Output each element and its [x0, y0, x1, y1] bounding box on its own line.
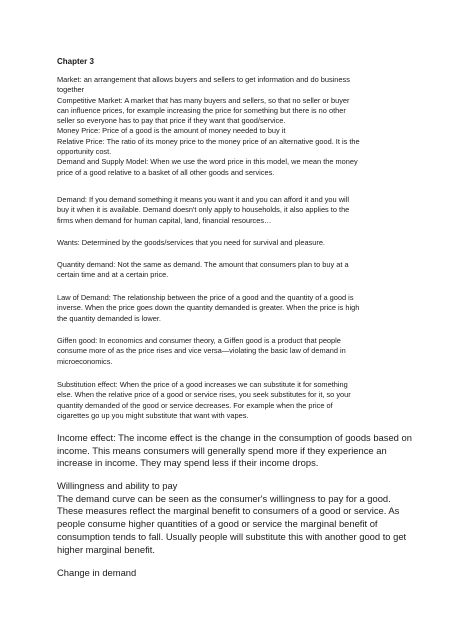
definitions-block — [57, 75, 422, 178]
paragraph-line: microeconomics. — [57, 356, 113, 366]
paragraph-line: quantity demanded of the good or service decreases. For example when the price of — [57, 400, 333, 410]
paragraph-line: The demand curve can be seen as the consumer's willingness to pay for a good. — [57, 492, 391, 504]
demand-supply-model-line: price of a good relative to a basket of all other goods and services. — [57, 167, 275, 177]
paragraph-line: Wants: Determined by the goods/services that you need for survival and pleasure. — [57, 238, 325, 247]
competitive-market-line: seller so everyone has to pay that price if they want that good/service. — [57, 116, 286, 126]
paragraph-line: inverse. When the price goes down the quantity demanded is greater. When the price is high — [57, 303, 360, 313]
paragraph-line: Demand: If you demand something it means you want it and you can afford it and you will — [57, 195, 349, 204]
paragraph-line: income. This means consumers will generally spend more if they experience an — [57, 444, 387, 456]
market-definition-line: Market: an arrangement that allows buyers and sellers to get information and do business — [57, 75, 350, 84]
paragraph-line: Willingness and ability to pay — [57, 480, 178, 491]
relative-price-line: Relative Price: The ratio of its money price to the money price of an alternative good. It is the — [57, 136, 360, 146]
money-price-line: Money Price: Price of a good is the amount of money needed to buy it — [57, 126, 286, 136]
paragraph-line: Substitution effect: When the price of a good increases we can substitute it for something — [57, 380, 348, 389]
competitive-market-line: can influence prices, for example increasing the price for something but there is no other — [57, 105, 346, 115]
willingness-paragraph — [57, 480, 427, 556]
paragraph-line: certain time and at a certain price. — [57, 270, 169, 280]
paragraph-line: higher marginal benefit. — [57, 543, 155, 555]
paragraph-line: the quantity demanded is lower. — [57, 313, 161, 323]
paragraph-line: Income effect: The income effect is the change in the consumption of goods based on — [57, 432, 412, 443]
paragraph-line: increase in income. They may spend less if their income drops. — [57, 457, 319, 469]
paragraph-line: people consume higher quantities of a good or service the marginal benefit of — [57, 518, 378, 530]
paragraph-line: These measures reflect the marginal benefit to consumers of a good or service. As — [57, 505, 400, 517]
chapter-heading: Chapter 3 — [57, 57, 94, 66]
paragraph-line: else. When the relative price of a good or service rises, you seek substitutes for it, so your — [57, 390, 351, 400]
market-definition-line: together — [57, 85, 85, 95]
paragraph-line: firms when demand for human capital, land, financial resources… — [57, 215, 272, 225]
change-in-demand-heading: Change in demand — [57, 567, 137, 578]
demand-paragraph — [57, 195, 422, 226]
substitution-effect-paragraph — [57, 380, 422, 421]
giffen-good-paragraph — [57, 336, 422, 367]
paragraph-line: Law of Demand: The relationship between the price of a good and the quantity of a good is — [57, 293, 354, 302]
wants-paragraph — [57, 238, 422, 248]
quantity-demand-paragraph — [57, 260, 422, 281]
paragraph-line: consume more of as the price rises and vice versa—violating the basic law of demand in — [57, 346, 346, 356]
paragraph-line: consumption tends to fall. Usually people will substitute this with another good to get — [57, 530, 407, 542]
demand-supply-model-line: Demand and Supply Model: When we use the word price in this model, we mean the money — [57, 157, 358, 167]
paragraph-line: cigarettes go up you might substitute that want with vapes. — [57, 410, 249, 420]
income-effect-paragraph — [57, 432, 427, 470]
competitive-market-line: Competitive Market: A market that has many buyers and sellers, so that no seller or buyer — [57, 95, 350, 105]
relative-price-line: opportunity cost. — [57, 147, 112, 157]
paragraph-line: Giffen good: In economics and consumer theory, a Giffen good is a product that people — [57, 336, 341, 345]
paragraph-line: buy it when it is available. Demand doesn't only apply to households, it also applies to the — [57, 205, 350, 215]
law-of-demand-paragraph — [57, 293, 422, 324]
paragraph-line: Quantity demand: Not the same as demand. The amount that consumers plan to buy at a — [57, 260, 349, 269]
